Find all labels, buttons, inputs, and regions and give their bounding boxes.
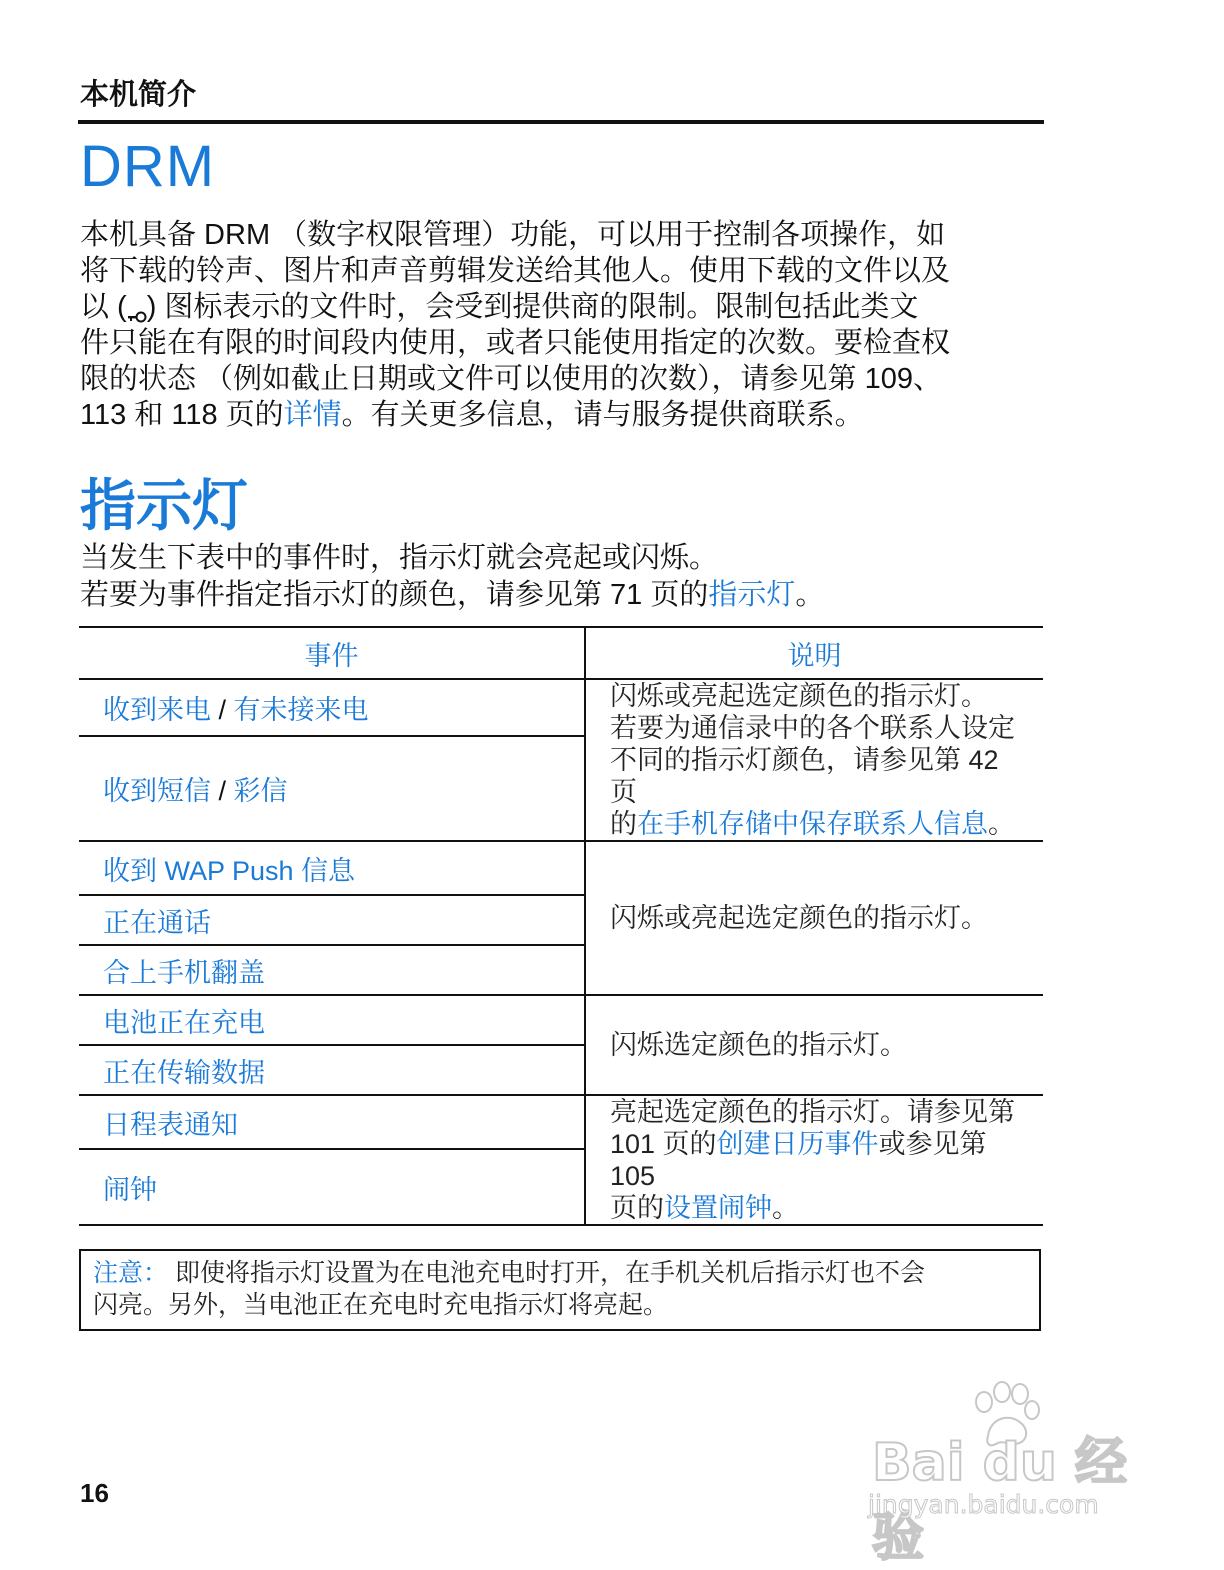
key-icon [127,298,147,314]
baidu-watermark [868,1380,1168,1568]
note-box [79,1249,1041,1331]
watermark-url: jingyan.baidu.com [868,1490,1099,1519]
desc-line: 不同的指示灯颜色，请参见第 42 页 [610,745,999,807]
table-row-event[interactable]: 日程表通知 [79,1095,585,1149]
header-rule [78,120,1044,124]
desc-text: 页的 [610,1193,664,1223]
table-row-description: 闪烁选定颜色的指示灯。 [585,995,1043,1095]
note-line: 闪亮。另外，当电池正在充电时充电指示灯将亮起。 [93,1291,669,1319]
intro-text: 。 [795,579,825,611]
page-number: 16 [80,1478,109,1508]
note-line [93,1257,1027,1289]
table-row-event[interactable]: 合上手机翻盖 [79,945,585,995]
event-table [79,626,1043,1226]
desc-text: 或参见第 105 [610,1129,987,1191]
table-header-event: 事件 [79,627,585,679]
table-row-event[interactable]: 电池正在充电 [79,995,585,1045]
desc-text: 的 [610,809,637,839]
section-header: 本机简介 [80,79,197,111]
details-link[interactable]: 详情 [283,399,342,431]
desc-line: 闪烁或亮起选定颜色的指示灯。 [610,681,988,711]
drm-paragraph [80,217,1040,433]
intro-line [80,577,824,614]
drm-line: 将下载的铃声、图片和声音剪辑发送给其他人。使用下载的文件以及 [80,255,951,287]
desc-line [610,808,1033,840]
indicator-link[interactable]: 指示灯 [708,579,796,611]
drm-title: DRM [80,134,216,199]
drm-line: 件只能在有限的时间段内使用，或者只能使用指定的次数。要检查权 [80,327,951,359]
drm-line-part: ) 图标表示的文件时，会受到提供商的限制。限制包括此类文 [146,291,919,323]
desc-line [610,1128,1033,1192]
note-label: 注意： [93,1259,169,1287]
drm-line-part: 。有关更多信息，请与服务提供商联系。 [341,399,864,431]
table-row-event[interactable]: 收到 WAP Push 信息 [79,841,585,895]
desc-line: 若要为通信录中的各个联系人设定 [610,713,1015,743]
indicator-title: 指示灯 [80,474,248,537]
drm-line-part: 113 和 118 页的 [80,399,284,431]
event-link[interactable]: 收到短信 [103,775,211,806]
intro-text: 若要为事件指定指示灯的颜色，请参见第 71 页的 [80,579,709,611]
table-row-description: 闪烁或亮起选定颜色的指示灯。 [585,841,1043,995]
drm-line-part: 以 ( [80,291,127,323]
intro-line: 当发生下表中的事件时，指示灯就会亮起或闪烁。 [80,542,719,574]
table-row-event[interactable]: 闹钟 [79,1149,585,1225]
set-alarm-link[interactable]: 设置闹钟 [664,1193,772,1223]
drm-line [80,397,1040,433]
drm-line: 限的状态 （例如截止日期或文件可以使用的次数），请参见第 109、 [80,363,943,395]
separator: / [218,775,227,806]
table-row-description [585,1095,1043,1225]
table-row-event [79,736,585,841]
event-link[interactable]: 彩信 [233,775,288,806]
create-event-link[interactable]: 创建日历事件 [716,1129,879,1159]
table-row-event[interactable]: 正在通话 [79,895,585,945]
table-row-event [79,679,585,736]
table-header-description: 说明 [585,627,1043,679]
desc-line [610,1192,1033,1224]
table-row-event[interactable]: 正在传输数据 [79,1045,585,1095]
desc-text: 。 [772,1193,799,1223]
event-link[interactable]: 有未接来电 [233,694,369,725]
desc-line: 亮起选定颜色的指示灯。请参见第 [610,1097,1015,1127]
separator: / [218,694,227,725]
save-contact-link[interactable]: 在手机存储中保存联系人信息 [637,809,988,839]
drm-line: 本机具备 DRM （数字权限管理）功能，可以用于控制各项操作，如 [80,219,946,251]
event-link[interactable]: 收到来电 [103,694,211,725]
table-row-description [585,679,1043,841]
drm-line [80,289,1040,325]
indicator-intro [80,540,824,614]
note-text: 即使将指示灯设置为在电池充电时打开，在手机关机后指示灯也不会 [168,1259,925,1287]
desc-text: 101 页的 [610,1129,717,1159]
watermark-logo: Bai du 经验 [872,1433,1127,1568]
desc-text: 。 [988,809,1015,839]
